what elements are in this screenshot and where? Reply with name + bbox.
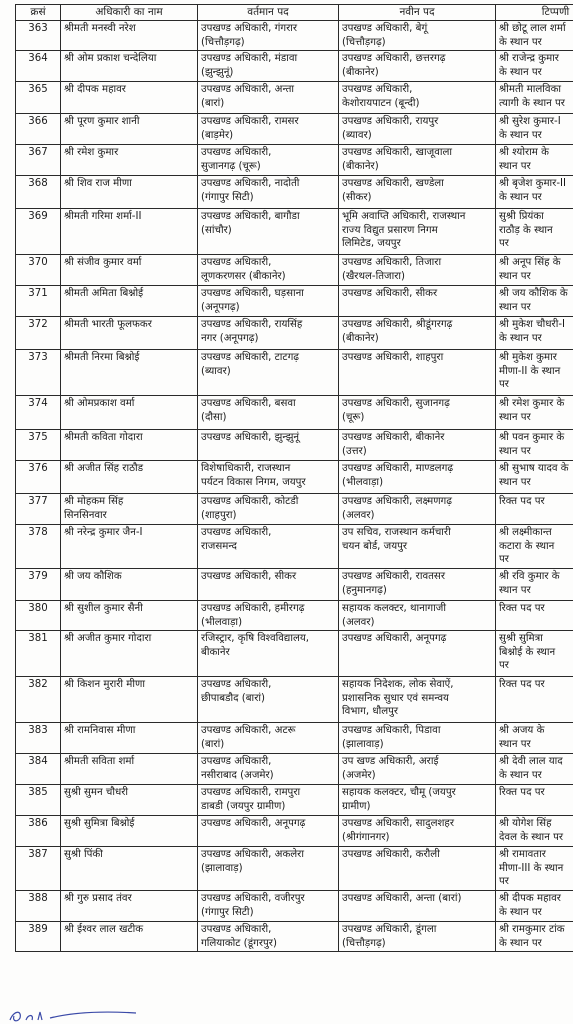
table-row (16, 176, 573, 209)
serial-cell: 371 (16, 286, 61, 317)
serial-cell: 373 (16, 350, 61, 396)
officer-name-cell: श्री शिव राज मीणा (61, 176, 198, 209)
serial-cell: 372 (16, 317, 61, 350)
new-post-cell: उपखण्ड अधिकारी, लक्ष्मणगढ़ (अलवर) (339, 494, 496, 525)
table-row (16, 286, 573, 317)
new-post-cell: सहायक कलक्टर, चौमू (जयपुर ग्रामीण) (339, 785, 496, 816)
table-row (16, 922, 573, 952)
current-post-cell: उपखण्ड अधिकारी, राजसमन्द (198, 525, 339, 569)
remark-cell: श्री मुकेश कुमार मीणा-II के स्थान पर (496, 350, 573, 396)
officer-name-cell: श्री किशन मुरारी मीणा (61, 677, 198, 723)
new-post-cell: उपखण्ड अधिकारी, रावतसर (हनुमानगढ़) (339, 569, 496, 601)
officer-name-cell: श्री मोहकम सिंह सिनसिनवार (61, 494, 198, 525)
serial-cell: 369 (16, 209, 61, 255)
officer-name-cell: श्रीमती अमिता बिश्नोई (61, 286, 198, 317)
new-post-cell: उपखण्ड अधिकारी, पिडावा (झालावाड़) (339, 723, 496, 754)
serial-cell: 381 (16, 631, 61, 677)
table-row (16, 82, 573, 114)
table-header-row (16, 5, 573, 21)
new-post-cell: उपखण्ड अधिकारी, खण्डेला (सीकर) (339, 176, 496, 209)
current-post-cell: उपखण्ड अधिकारी, रामपुरा डाबडी (जयपुर ग्रामीण) (198, 785, 339, 816)
remark-cell: रिक्त पद पर (496, 601, 573, 631)
new-post-cell: उपखण्ड अधिकारी, सादुलशहर (श्रीगंगानगर) (339, 816, 496, 847)
remark-cell: सुश्री प्रियंका राठौड़ के स्थान पर (496, 209, 573, 255)
table-row (16, 723, 573, 754)
officer-name-cell: श्री जय कौशिक (61, 569, 198, 601)
current-post-cell: उपखण्ड अधिकारी, मंडावा (झुन्झुनूं) (198, 51, 339, 82)
current-post-cell: उपखण्ड अधिकारी, लूणकरणसर (बीकानेर) (198, 255, 339, 286)
serial-cell: 378 (16, 525, 61, 569)
serial-cell: 374 (16, 396, 61, 430)
serial-cell: 366 (16, 114, 61, 145)
table-row (16, 51, 573, 82)
serial-cell: 382 (16, 677, 61, 723)
serial-cell: 389 (16, 922, 61, 952)
table-body (16, 21, 573, 952)
table-row (16, 114, 573, 145)
current-post-cell: उपखण्ड अधिकारी, बागौडा (सांचौर) (198, 209, 339, 255)
serial-cell: 376 (16, 461, 61, 494)
table-row (16, 21, 573, 51)
header-officer-name: अधिकारी का नाम (61, 5, 198, 21)
current-post-cell: उपखण्ड अधिकारी, झुन्झुनूं (198, 430, 339, 461)
officer-name-cell: श्रीमती गरिमा शर्मा-II (61, 209, 198, 255)
current-post-cell: उपखण्ड अधिकारी, हमीरगढ़ (भीलवाड़ा) (198, 601, 339, 631)
remark-cell: श्री रामकुमार टांक के स्थान पर (496, 922, 573, 952)
current-post-cell: उपखण्ड अधिकारी, नादोती (गंगापुर सिटी) (198, 176, 339, 209)
new-post-cell: उपखण्ड अधिकारी, केशोरायपाटन (बून्दी) (339, 82, 496, 114)
remark-cell: श्री राजेन्द्र कुमार के स्थान पर (496, 51, 573, 82)
new-post-cell: उप सचिव, राजस्थान कर्मचारी चयन बोर्ड, जयपुर (339, 525, 496, 569)
new-post-cell: उपखण्ड अधिकारी, खाजूवाला (बीकानेर) (339, 145, 496, 176)
new-post-cell: उपखण्ड अधिकारी, तिजारा (खैरथल-तिजारा) (339, 255, 496, 286)
serial-cell: 385 (16, 785, 61, 816)
table-row (16, 430, 573, 461)
current-post-cell: उपखण्ड अधिकारी, वजीरपुर (गंगापुर सिटी) (198, 891, 339, 922)
new-post-cell: उपखण्ड अधिकारी, माण्डलगढ़ (भीलवाड़ा) (339, 461, 496, 494)
serial-cell: 367 (16, 145, 61, 176)
table-row (16, 601, 573, 631)
new-post-cell: उपखण्ड अधिकारी, बीकानेर (उत्तर) (339, 430, 496, 461)
remark-cell: रिक्त पद पर (496, 785, 573, 816)
serial-cell: 380 (16, 601, 61, 631)
current-post-cell: उपखण्ड अधिकारी, छीपाबडौद (बारां) (198, 677, 339, 723)
remark-cell: श्री लक्ष्मीकान्त कटारा के स्थान पर (496, 525, 573, 569)
serial-cell: 368 (16, 176, 61, 209)
header-new-post: नवीन पद (339, 5, 496, 21)
table-row (16, 891, 573, 922)
table-row (16, 847, 573, 891)
table-row (16, 209, 573, 255)
new-post-cell: उपखण्ड अधिकारी, डूंगला (चित्तौड़गढ़) (339, 922, 496, 952)
table-row (16, 396, 573, 430)
remark-cell: श्री सुरेश कुमार-I के स्थान पर (496, 114, 573, 145)
serial-cell: 386 (16, 816, 61, 847)
new-post-cell: उपखण्ड अधिकारी, करौली (339, 847, 496, 891)
current-post-cell: उपखण्ड अधिकारी, कोटडी (शाहपुरा) (198, 494, 339, 525)
transfer-table (15, 4, 573, 952)
new-post-cell: उपखण्ड अधिकारी, सुजानगढ़ (चूरू) (339, 396, 496, 430)
officer-name-cell: श्री रामनिवास मीणा (61, 723, 198, 754)
table-row (16, 350, 573, 396)
current-post-cell: उपखण्ड अधिकारी, रायसिंह नगर (अनूपगढ़) (198, 317, 339, 350)
table-row (16, 569, 573, 601)
officer-name-cell: श्रीमती सविता शर्मा (61, 754, 198, 785)
current-post-cell: रजिस्ट्रार, कृषि विश्वविद्यालय, बीकानेर (198, 631, 339, 677)
current-post-cell: उपखण्ड अधिकारी, गंगरार (चित्तौड़गढ़) (198, 21, 339, 51)
officer-name-cell: श्री पूरण कुमार शानी (61, 114, 198, 145)
remark-cell: श्री रामावतार मीणा-III के स्थान पर (496, 847, 573, 891)
table-row (16, 785, 573, 816)
remark-cell: रिक्त पद पर (496, 494, 573, 525)
serial-cell: 388 (16, 891, 61, 922)
serial-cell: 379 (16, 569, 61, 601)
current-post-cell: उपखण्ड अधिकारी, अनूपगढ़ (198, 816, 339, 847)
new-post-cell: उपखण्ड अधिकारी, छत्तरगढ़ (बीकानेर) (339, 51, 496, 82)
new-post-cell: उपखण्ड अधिकारी, शाहपुरा (339, 350, 496, 396)
current-post-cell: उपखण्ड अधिकारी, रामसर (बाड़मेर) (198, 114, 339, 145)
table-row (16, 754, 573, 785)
remark-cell: श्री देवी लाल याद के स्थान पर (496, 754, 573, 785)
serial-cell: 384 (16, 754, 61, 785)
signature-mark (4, 1008, 144, 1024)
remark-cell: श्री योगेश सिंह देवल के स्थान पर (496, 816, 573, 847)
officer-name-cell: श्रीमती निरमा बिश्नोई (61, 350, 198, 396)
remark-cell: रिक्त पद पर (496, 677, 573, 723)
remark-cell: श्री श्योराम के स्थान पर (496, 145, 573, 176)
table-row (16, 631, 573, 677)
table-row (16, 816, 573, 847)
current-post-cell: उपखण्ड अधिकारी, अन्ता (बारां) (198, 82, 339, 114)
current-post-cell: उपखण्ड अधिकारी, टाटगढ़ (ब्यावर) (198, 350, 339, 396)
new-post-cell: भूमि अवाप्ति अधिकारी, राजस्थान राज्य विद्युत प्रसारण निगम लिमिटेड, जयपुर (339, 209, 496, 255)
officer-name-cell: सुश्री सुमन चौधरी (61, 785, 198, 816)
serial-cell: 363 (16, 21, 61, 51)
remark-cell: श्री सुभाष यादव के स्थान पर (496, 461, 573, 494)
serial-cell: 364 (16, 51, 61, 82)
officer-name-cell: श्री नरेन्द्र कुमार जैन-I (61, 525, 198, 569)
remark-cell: श्री अनूप सिंह के स्थान पर (496, 255, 573, 286)
serial-cell: 365 (16, 82, 61, 114)
officer-name-cell: श्रीमती कविता गोदारा (61, 430, 198, 461)
table-row (16, 494, 573, 525)
header-remark: टिप्पणी (496, 5, 573, 21)
officer-name-cell: सुश्री सुमित्रा बिश्नोई (61, 816, 198, 847)
new-post-cell: उपखण्ड अधिकारी, अनूपगढ़ (339, 631, 496, 677)
new-post-cell: उपखण्ड अधिकारी, रायपुर (ब्यावर) (339, 114, 496, 145)
officer-name-cell: श्री रमेश कुमार (61, 145, 198, 176)
serial-cell: 377 (16, 494, 61, 525)
serial-cell: 387 (16, 847, 61, 891)
current-post-cell: उपखण्ड अधिकारी, अकलेरा (झालावाड़) (198, 847, 339, 891)
officer-name-cell: श्री सुशील कुमार सैनी (61, 601, 198, 631)
officer-name-cell: श्रीमती मनस्वी नरेश (61, 21, 198, 51)
header-serial: क्रसं (16, 5, 61, 21)
officer-name-cell: श्री ईश्वर लाल खटीक (61, 922, 198, 952)
officer-name-cell: श्री संजीव कुमार वर्मा (61, 255, 198, 286)
serial-cell: 375 (16, 430, 61, 461)
table-row (16, 317, 573, 350)
officer-name-cell: श्री ओमप्रकाश वर्मा (61, 396, 198, 430)
current-post-cell: उपखण्ड अधिकारी, अटरू (बारां) (198, 723, 339, 754)
current-post-cell: उपखण्ड अधिकारी, घड़साना (अनूपगढ़) (198, 286, 339, 317)
officer-name-cell: श्री अजीत कुमार गोदारा (61, 631, 198, 677)
table-row (16, 461, 573, 494)
remark-cell: श्री छोटू लाल शर्मा के स्थान पर (496, 21, 573, 51)
current-post-cell: विशेषाधिकारी, राजस्थान पर्यटन विकास निगम, जयपुर (198, 461, 339, 494)
remark-cell: सुश्री सुमित्रा बिश्नोई के स्थान पर (496, 631, 573, 677)
table-row (16, 525, 573, 569)
remark-cell: श्रीमती मालविका त्यागी के स्थान पर (496, 82, 573, 114)
new-post-cell: उपखण्ड अधिकारी, श्रीडूंगरगढ़ (बीकानेर) (339, 317, 496, 350)
table-row (16, 145, 573, 176)
officer-name-cell: श्रीमती भारती फूलफकर (61, 317, 198, 350)
current-post-cell: उपखण्ड अधिकारी, नसीराबाद (अजमेर) (198, 754, 339, 785)
remark-cell: श्री बृजेश कुमार-II के स्थान पर (496, 176, 573, 209)
officer-name-cell: श्री अजीत सिंह राठौड (61, 461, 198, 494)
new-post-cell: सहायक निदेशक, लोक सेवाऐं, प्रशासनिक सुधार एवं समन्वय विभाग, धौलपुर (339, 677, 496, 723)
header-current-post: वर्तमान पद (198, 5, 339, 21)
serial-cell: 383 (16, 723, 61, 754)
remark-cell: श्री जय कौशिक के स्थान पर (496, 286, 573, 317)
serial-cell: 370 (16, 255, 61, 286)
table-row (16, 255, 573, 286)
remark-cell: श्री अजय के स्थान पर (496, 723, 573, 754)
current-post-cell: उपखण्ड अधिकारी, सुजानगढ़ (चूरू) (198, 145, 339, 176)
new-post-cell: उप खण्ड अधिकारी, अराई (अजमेर) (339, 754, 496, 785)
current-post-cell: उपखण्ड अधिकारी, बसवा (दौसा) (198, 396, 339, 430)
remark-cell: श्री पवन कुमार के स्थान पर (496, 430, 573, 461)
new-post-cell: उपखण्ड अधिकारी, बेगूं (चित्तौड़गढ़) (339, 21, 496, 51)
remark-cell: श्री रवि कुमार के स्थान पर (496, 569, 573, 601)
remark-cell: श्री दीपक महावर के स्थान पर (496, 891, 573, 922)
officer-name-cell: श्री दीपक महावर (61, 82, 198, 114)
table-row (16, 677, 573, 723)
new-post-cell: सहायक कलक्टर, थानागाजी (अलवर) (339, 601, 496, 631)
remark-cell: श्री मुकेश चौधरी-I के स्थान पर (496, 317, 573, 350)
new-post-cell: उपखण्ड अधिकारी, अन्ता (बारां) (339, 891, 496, 922)
new-post-cell: उपखण्ड अधिकारी, सीकर (339, 286, 496, 317)
officer-name-cell: श्री गुरु प्रसाद तंवर (61, 891, 198, 922)
officer-name-cell: सुश्री पिंकी (61, 847, 198, 891)
current-post-cell: उपखण्ड अधिकारी, गलियाकोट (डूंगरपुर) (198, 922, 339, 952)
remark-cell: श्री रमेश कुमार के स्थान पर (496, 396, 573, 430)
officer-name-cell: श्री ओम प्रकाश चन्देलिया (61, 51, 198, 82)
current-post-cell: उपखण्ड अधिकारी, सीकर (198, 569, 339, 601)
